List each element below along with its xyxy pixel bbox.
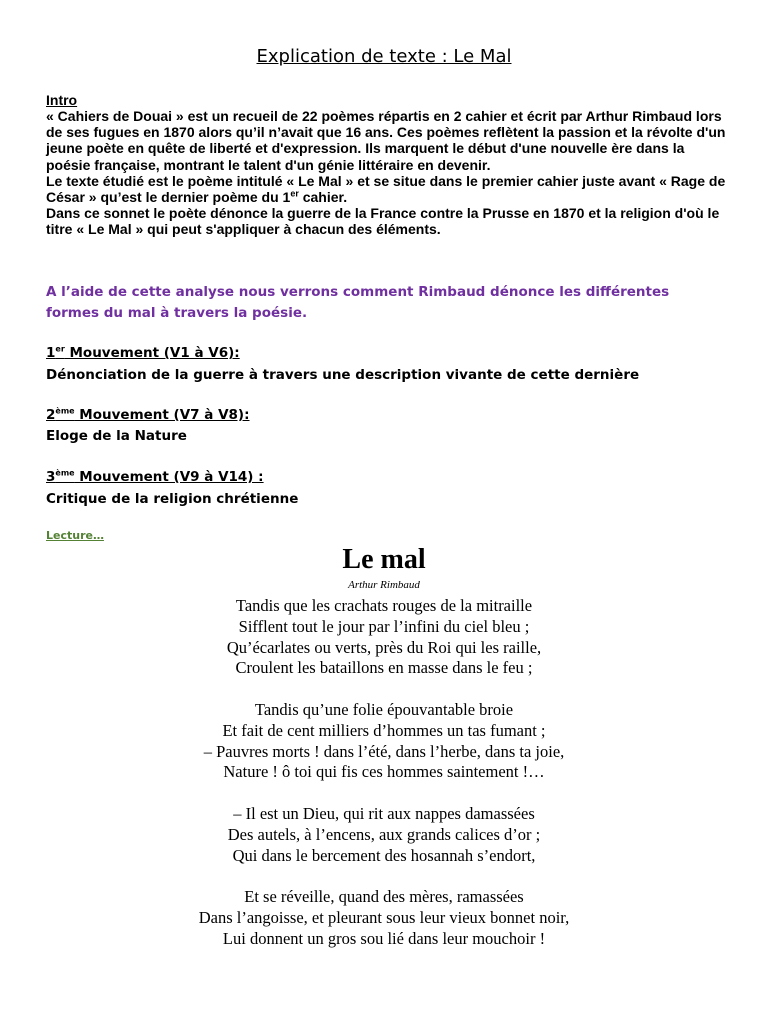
mouvement-2-sup: ème	[55, 406, 75, 416]
verse-14: Lui donnent un gros sou lié dans leur mouchoir !	[222, 928, 546, 948]
verse-8: Nature ! ô toi qui fis ces hommes saintement !…	[223, 762, 545, 782]
intro-p2-text: Le texte étudié est le poème intitulé « Le Mal » et se situe dans le premier cahier juste avant « Rage de César » qu’est le dernier poème du 1	[46, 172, 726, 206]
verse-7: – Pauvres morts ! dans l’été, dans l’herbe, dans ta joie,	[203, 741, 565, 761]
poem-body	[0, 596, 768, 970]
problematique: A l’aide de cette analyse nous verrons comment Rimbaud dénonce les différentes formes du mal à travers la poésie.	[46, 284, 670, 321]
verse-6: Et fait de cent milliers d’hommes un tas fumant ;	[222, 720, 546, 740]
mouvement-3-num: 3	[46, 469, 56, 485]
mouvement-2-num: 2	[46, 407, 56, 423]
poem-stanza-2	[0, 700, 768, 783]
verse-1: Tandis que les crachats rouges de la mitraille	[235, 596, 533, 615]
verse-9: – Il est un Dieu, qui rit aux nappes damassées	[233, 803, 535, 823]
intro-paragraph-1: « Cahiers de Douai » est un recueil de 22 poèmes répartis en 2 cahier et écrit par Arthur Rimbaud lors de ses fugues en 1870 alors qu’il n’avait que 16 ans. Ces poèmes reflètent la passion et la révolte d'un jeune poète en quête de liberté et d'expression. Ils marquent le début d'une nouvelle ère dans la poésie française, montrant le talent d'un génie littéraire en devenir.	[46, 108, 726, 173]
mouvement-3-heading	[46, 469, 264, 485]
mouvement-3-desc: Critique de la religion chrétienne	[46, 491, 299, 507]
mouvement-3-sup: ème	[55, 468, 75, 478]
intro-p2-sup: er	[290, 188, 299, 199]
poem-stanza-1	[0, 596, 768, 679]
mouvement-2-heading	[46, 407, 250, 423]
poem-author: Arthur Rimbaud	[348, 579, 420, 591]
verse-12: Et se réveille, quand des mères, ramassées	[244, 887, 524, 907]
intro-heading: Intro	[46, 92, 78, 108]
mouvement-3-title: Mouvement (V9 à V14) :	[74, 469, 264, 485]
poem-stanza-4	[0, 887, 768, 949]
lecture-link[interactable]: Lecture…	[46, 529, 104, 542]
intro-paragraph-2	[46, 173, 726, 205]
intro-paragraph-3: Dans ce sonnet le poète dénonce la guerre de la France contre la Prusse en 1870 et la religion d'où le titre « Le Mal » qui peut s'appliquer à chacun des éléments.	[46, 205, 720, 238]
mouvement-1-sup: er	[55, 344, 65, 354]
intro-text	[46, 108, 726, 238]
mouvement-1-desc: Dénonciation de la guerre à travers une description vivante de cette dernière	[46, 367, 640, 383]
verse-5: Tandis qu’une folie épouvantable broie	[254, 699, 514, 719]
mouvement-2-desc: Eloge de la Nature	[46, 428, 187, 444]
intro-p2-end: cahier.	[298, 189, 348, 206]
verse-11: Qui dans le bercement des hosannah s’endort,	[232, 845, 536, 865]
verse-4: Croulent les bataillons en masse dans le feu ;	[235, 658, 533, 678]
verse-3: Qu’écarlates ou verts, près du Roi qui les raille,	[226, 637, 542, 657]
mouvement-2-title: Mouvement (V7 à V8):	[74, 407, 250, 423]
page-title: Explication de texte : Le Mal	[256, 46, 512, 67]
mouvement-1-num: 1	[46, 345, 56, 361]
poem-stanza-3	[0, 804, 768, 866]
mouvement-1-title: Mouvement (V1 à V6):	[64, 345, 240, 361]
mouvement-1-heading	[46, 345, 240, 361]
verse-2: Sifflent tout le jour par l’infini du ciel bleu ;	[238, 616, 530, 636]
verse-13: Dans l’angoisse, et pleurant sous leur vieux bonnet noir,	[198, 907, 570, 927]
poem-title: Le mal	[342, 544, 426, 575]
verse-10: Des autels, à l’encens, aux grands calices d’or ;	[227, 824, 541, 844]
